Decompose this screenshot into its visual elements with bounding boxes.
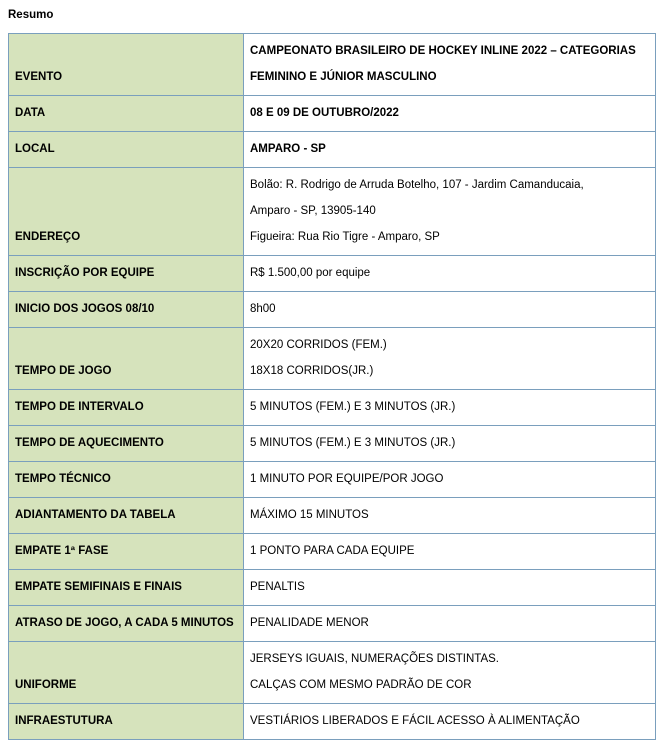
row-value-line: VESTIÁRIOS LIBERADOS E FÁCIL ACESSO À ALIMENTAÇÃO: [250, 715, 580, 727]
summary-row: [9, 642, 656, 704]
row-label: TEMPO DE INTERVALO: [9, 390, 244, 426]
summary-row: [9, 498, 656, 534]
summary-row: [9, 390, 656, 426]
summary-table-body: [9, 34, 656, 740]
row-value-line: Figueira: Rua Rio Tigre - Amparo, SP: [250, 231, 440, 243]
row-label: ATRASO DE JOGO, A CADA 5 MINUTOS: [9, 606, 244, 642]
row-label: TEMPO DE JOGO: [9, 328, 244, 390]
row-value-line: PENALTIS: [250, 581, 305, 593]
row-value: [244, 96, 656, 132]
summary-row: [9, 704, 656, 740]
summary-row: [9, 256, 656, 292]
row-value-line: 5 MINUTOS (FEM.) E 3 MINUTOS (JR.): [250, 401, 456, 413]
row-label: ADIANTAMENTO DA TABELA: [9, 498, 244, 534]
row-value-line: 1 PONTO PARA CADA EQUIPE: [250, 545, 415, 557]
row-value: [244, 168, 656, 256]
row-value-line: 20X20 CORRIDOS (FEM.): [250, 339, 387, 351]
summary-row: [9, 570, 656, 606]
summary-row: [9, 462, 656, 498]
row-value: [244, 570, 656, 606]
row-label: TEMPO TÉCNICO: [9, 462, 244, 498]
row-value-line: AMPARO - SP: [250, 143, 326, 155]
summary-row: [9, 292, 656, 328]
row-label: EMPATE SEMIFINAIS E FINAIS: [9, 570, 244, 606]
row-label: INFRAESTUTURA: [9, 704, 244, 740]
row-label: INICIO DOS JOGOS 08/10: [9, 292, 244, 328]
summary-row: [9, 132, 656, 168]
summary-row: [9, 328, 656, 390]
row-label: LOCAL: [9, 132, 244, 168]
row-value: [244, 642, 656, 704]
row-value: [244, 426, 656, 462]
row-value-line: 8h00: [250, 303, 276, 315]
row-value: [244, 462, 656, 498]
row-value: [244, 328, 656, 390]
row-label: DATA: [9, 96, 244, 132]
row-label: UNIFORME: [9, 642, 244, 704]
row-value-line: 18X18 CORRIDOS(JR.): [250, 365, 374, 377]
row-value-line: 5 MINUTOS (FEM.) E 3 MINUTOS (JR.): [250, 437, 456, 449]
row-value: [244, 132, 656, 168]
row-value-line: MÁXIMO 15 MINUTOS: [250, 509, 369, 521]
row-value-line: 1 MINUTO POR EQUIPE/POR JOGO: [250, 473, 444, 485]
row-value: [244, 34, 656, 96]
summary-row: [9, 168, 656, 256]
summary-row: [9, 96, 656, 132]
row-value-line: FEMININO E JÚNIOR MASCULINO: [250, 71, 437, 83]
row-value-line: Amparo - SP, 13905-140: [250, 205, 376, 217]
summary-row: [9, 34, 656, 96]
row-value: [244, 498, 656, 534]
row-label: INSCRIÇÃO POR EQUIPE: [9, 256, 244, 292]
summary-row: [9, 534, 656, 570]
row-label: EMPATE 1ª FASE: [9, 534, 244, 570]
summary-table: [8, 33, 656, 740]
row-label: ENDEREÇO: [9, 168, 244, 256]
row-value: [244, 704, 656, 740]
row-label: TEMPO DE AQUECIMENTO: [9, 426, 244, 462]
row-value: [244, 390, 656, 426]
row-value: [244, 292, 656, 328]
row-value-line: PENALIDADE MENOR: [250, 617, 369, 629]
row-value-line: R$ 1.500,00 por equipe: [250, 267, 371, 279]
row-value-line: CALÇAS COM MESMO PADRÃO DE COR: [250, 679, 472, 691]
row-value: [244, 256, 656, 292]
row-value: [244, 534, 656, 570]
row-label: EVENTO: [9, 34, 244, 96]
row-value-line: Bolão: R. Rodrigo de Arruda Botelho, 107 - Jardim Camanducaia,: [250, 179, 584, 191]
section-title: Resumo: [8, 9, 54, 21]
row-value-line: CAMPEONATO BRASILEIRO DE HOCKEY INLINE 2022 – CATEGORIAS: [250, 45, 636, 57]
row-value-line: 08 E 09 DE OUTUBRO/2022: [250, 107, 399, 119]
row-value-line: JERSEYS IGUAIS, NUMERAÇÕES DISTINTAS.: [250, 653, 499, 665]
summary-row: [9, 426, 656, 462]
